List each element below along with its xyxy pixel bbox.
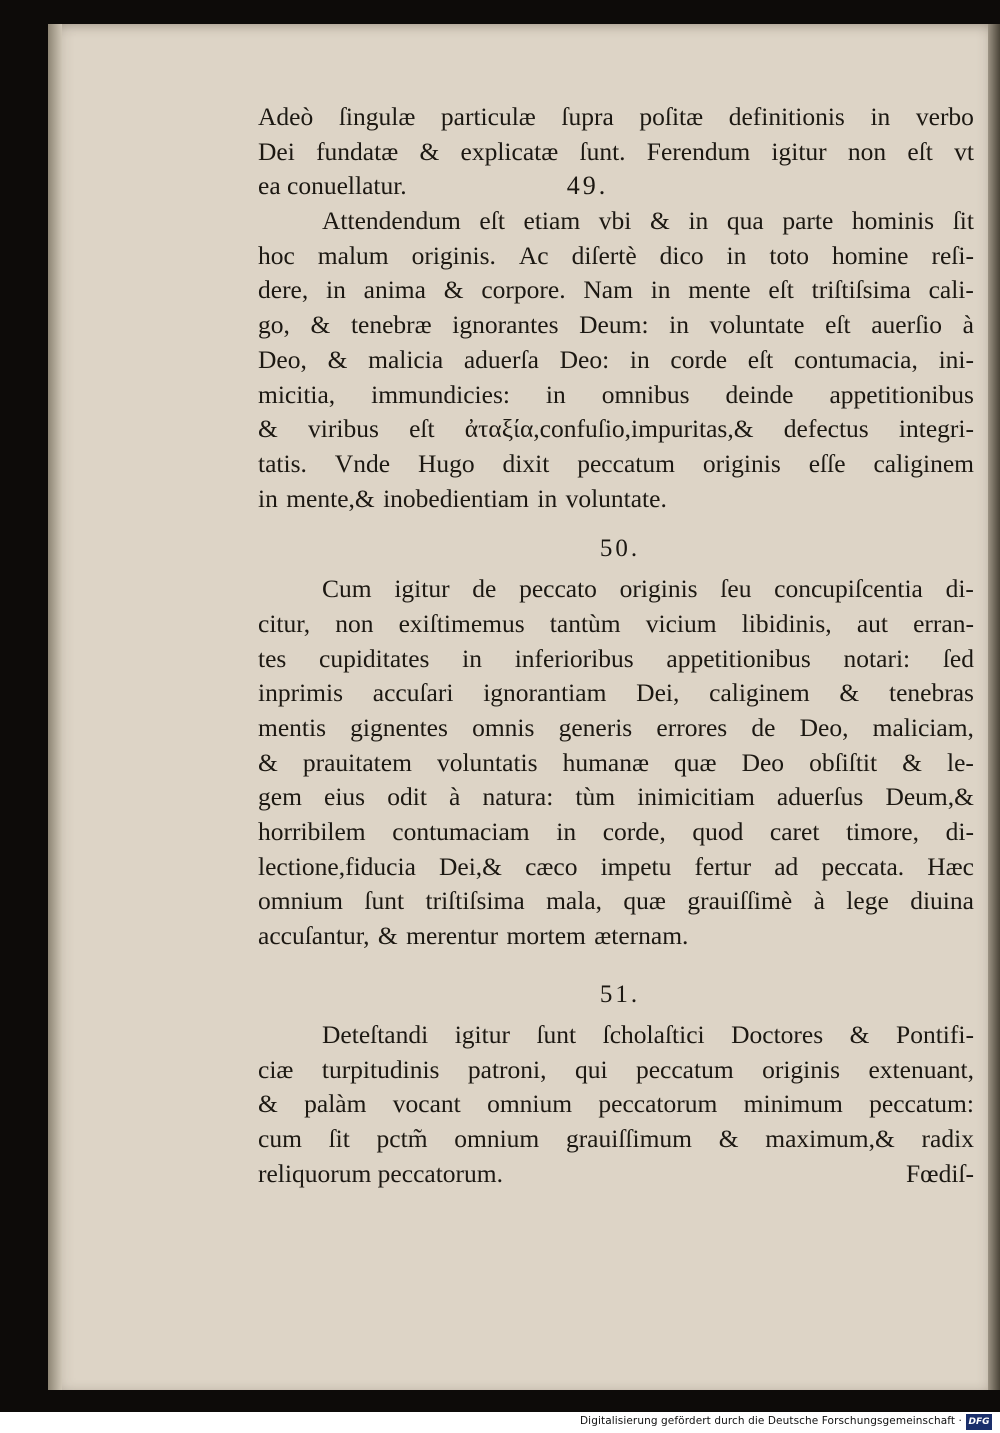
word: tantùm	[549, 608, 621, 638]
word: Doctores	[731, 1019, 824, 1049]
word: mentis	[258, 713, 326, 742]
word: etiam	[523, 206, 581, 236]
digitization-footer	[0, 1412, 1000, 1433]
word: à	[449, 782, 461, 812]
word: exiſtimemus	[398, 608, 525, 638]
word: igitur	[454, 1019, 510, 1049]
word: voluntatis	[436, 747, 538, 777]
word: triſtiſsima	[811, 275, 911, 305]
page-gutter-shadow	[48, 24, 62, 1390]
word: le-	[947, 747, 974, 777]
text-line	[258, 607, 974, 642]
word: contumacia,	[793, 344, 918, 374]
word: Dei	[258, 136, 295, 166]
word: peccatum	[635, 1054, 734, 1084]
word: voluntate	[709, 310, 805, 340]
word: vicium	[645, 608, 717, 638]
word: in	[462, 643, 483, 673]
word: eſt	[907, 136, 933, 166]
word: diſertè	[571, 240, 637, 270]
word: non	[847, 136, 887, 166]
word: citur,	[258, 608, 311, 638]
word: de	[472, 574, 497, 604]
word: &	[419, 136, 440, 166]
word: aut	[856, 608, 888, 638]
word: reſi-	[931, 240, 974, 270]
word: errores	[656, 713, 728, 742]
word: caliginem	[709, 678, 810, 708]
word: hoc	[258, 240, 295, 270]
word: aduerſa	[463, 344, 539, 374]
text-line	[258, 239, 974, 274]
text-line	[258, 447, 974, 482]
word: ſingulæ	[338, 102, 416, 131]
word: Adeò	[258, 102, 314, 131]
word: in	[650, 275, 671, 305]
word: appetitionibus	[666, 643, 811, 673]
word: omnium	[258, 886, 344, 916]
word: peccatum	[577, 448, 675, 478]
word: micitia,	[258, 379, 336, 409]
word: cupiditates	[319, 643, 430, 673]
word: go,	[258, 310, 290, 340]
word: in	[545, 379, 566, 409]
word: diuina	[910, 886, 974, 916]
word: lege	[846, 886, 889, 916]
word: tes	[258, 643, 287, 673]
word: ciæ	[258, 1054, 294, 1084]
word: Vnde	[334, 448, 391, 478]
footer-credit	[580, 1415, 962, 1427]
word: eſt	[479, 206, 505, 236]
word: parte	[782, 206, 834, 236]
word: maliciam,	[872, 713, 974, 742]
text-line	[258, 1087, 974, 1122]
word: ad	[774, 851, 799, 881]
text-line	[258, 308, 974, 343]
word: particulæ	[440, 102, 536, 131]
word: concupiſcentia	[774, 574, 923, 604]
text-line	[258, 850, 974, 885]
word: &	[718, 1123, 739, 1153]
word: erran-	[913, 608, 974, 638]
text-line	[258, 1157, 974, 1192]
word: in	[669, 310, 689, 340]
word: radix	[921, 1123, 974, 1153]
word: natura:	[482, 782, 554, 812]
word: in	[688, 206, 709, 236]
page-edge	[988, 24, 1000, 1390]
word: ſcholaſtici	[602, 1019, 705, 1049]
word: Dei,&	[438, 851, 502, 881]
word: Pontifi-	[896, 1019, 974, 1049]
word: Cum	[322, 574, 372, 604]
word: Hugo	[417, 448, 475, 478]
word: humanæ	[562, 747, 649, 777]
word: &	[849, 1019, 870, 1049]
word: vbi	[598, 206, 632, 236]
word: ſunt.	[579, 136, 626, 166]
word: corpore.	[481, 275, 566, 305]
text-line	[258, 343, 974, 378]
text-line	[258, 815, 974, 850]
text-line	[258, 572, 974, 607]
paragraph-continuation	[258, 100, 974, 169]
word: Deteſtandi	[322, 1019, 429, 1049]
word: igitur	[394, 574, 450, 604]
word: impetu	[600, 851, 672, 881]
word: horribilem	[258, 817, 366, 847]
word: &	[258, 747, 278, 777]
word: explicatæ	[460, 136, 559, 166]
line-text: accuſantur, & merentur mortem æternam.	[258, 921, 689, 951]
word: qua	[726, 206, 764, 236]
word: Dei,	[636, 678, 680, 708]
text-line	[258, 746, 974, 781]
word: eſt	[409, 414, 435, 444]
word: Nam	[583, 275, 633, 305]
word: generis	[558, 713, 633, 742]
word: verbo	[915, 102, 974, 131]
text-line	[258, 676, 974, 711]
section-number-50: 50.	[599, 535, 641, 563]
word: peccato	[519, 574, 597, 604]
word: originis	[619, 574, 698, 604]
word: prauitatem	[302, 747, 412, 777]
paragraph-50	[258, 572, 974, 919]
word: anima	[363, 275, 426, 305]
word: mala,	[546, 886, 603, 916]
paragraph-51	[258, 1018, 974, 1157]
word: integri-	[898, 414, 974, 444]
word: &	[258, 414, 278, 444]
word: Attendendum	[322, 206, 461, 236]
word: eius	[324, 782, 366, 812]
line-text: in mente,& inobedientiam in voluntate.	[258, 483, 667, 513]
word: grauiſſimè	[687, 886, 793, 916]
word: fertur	[694, 851, 752, 881]
word: eſſe	[808, 448, 846, 478]
word: vocant	[392, 1089, 461, 1119]
word: in	[326, 275, 346, 305]
word: minimum	[743, 1089, 843, 1119]
word: in	[629, 344, 650, 374]
word: ſed	[942, 643, 974, 673]
word: corde,	[602, 817, 666, 847]
word: di-	[945, 574, 974, 604]
word: ſit	[952, 206, 974, 236]
word: appetitionibus	[829, 379, 974, 409]
word: eſt	[747, 344, 774, 374]
word: tenebræ	[350, 310, 432, 340]
word: ignorantiam	[483, 678, 607, 708]
word: in	[870, 102, 891, 131]
text-line	[258, 780, 974, 815]
word: malum	[317, 240, 389, 270]
word: aduerſus	[776, 782, 864, 812]
word: cæco	[525, 851, 578, 881]
text-line	[258, 482, 974, 517]
word: quæ	[623, 886, 666, 916]
word: originis.	[411, 240, 496, 270]
word: maximum,&	[765, 1123, 895, 1153]
word: grauiſſimum	[565, 1123, 693, 1153]
word: cum	[258, 1123, 302, 1153]
word: palàm	[304, 1089, 367, 1119]
word: &	[902, 747, 922, 777]
word: viribus	[308, 414, 379, 444]
word: mente	[688, 275, 751, 305]
word: Deo:	[559, 344, 610, 374]
word: quæ	[674, 747, 717, 777]
word: deinde	[725, 379, 794, 409]
word: obſiſtit	[809, 747, 878, 777]
word: inferioribus	[514, 643, 634, 673]
word: peccata.	[821, 851, 905, 881]
line-text: ea conuellatur.	[258, 171, 407, 201]
word: &	[839, 678, 860, 708]
text-line	[258, 378, 974, 413]
word: non	[335, 608, 374, 638]
word: Ac	[518, 240, 549, 270]
word: ſupra	[561, 102, 614, 131]
word: Deum:	[579, 310, 649, 340]
dfg-logo: DFG	[966, 1414, 992, 1430]
word: Deo	[741, 747, 785, 777]
word: di-	[945, 817, 974, 847]
text-line	[258, 1053, 974, 1088]
text-line	[258, 642, 974, 677]
word: dixit	[502, 448, 550, 478]
text-line	[258, 100, 974, 135]
word: cali-	[928, 275, 974, 305]
text-line	[258, 1018, 974, 1053]
word: libidinis,	[741, 608, 832, 638]
word: fundatæ	[316, 136, 399, 166]
word: malicia	[368, 344, 444, 374]
word: toto	[769, 240, 810, 270]
word: caliginem	[873, 448, 974, 478]
word: peccatum:	[869, 1089, 974, 1119]
word: lectione,fiducia	[258, 851, 416, 881]
word: inprimis	[258, 678, 344, 708]
word: vt	[954, 136, 974, 166]
word: corde	[670, 344, 728, 374]
word: à	[813, 886, 825, 916]
text-line	[258, 135, 974, 170]
text-line	[258, 412, 974, 447]
word: omnibus	[601, 379, 690, 409]
text-line	[258, 711, 974, 746]
section-number-51: 51.	[599, 980, 641, 1008]
paragraph-49	[258, 204, 974, 482]
word: gem	[258, 782, 302, 812]
footer-credit-text: Digitalisierung gefördert durch die Deutsche Forschungsgemeinschaft	[580, 1415, 956, 1427]
word: pctm̃	[376, 1123, 428, 1153]
text-line	[258, 919, 974, 954]
word: ignorantes	[452, 310, 559, 340]
word: accuſari	[372, 678, 454, 708]
word: defectus	[783, 414, 869, 444]
word: Deum,&	[885, 782, 974, 812]
word: &	[327, 344, 348, 374]
word: de	[751, 713, 776, 742]
word: dere,	[258, 275, 309, 305]
word: Hæc	[927, 851, 974, 881]
word: poſitæ	[639, 102, 704, 131]
word: Deo,	[258, 344, 307, 374]
word: auerſio	[871, 310, 943, 340]
word: igitur	[771, 136, 827, 166]
word: tùm	[575, 782, 616, 812]
word: ſit	[328, 1123, 350, 1153]
text-line	[258, 204, 974, 239]
word: qui	[574, 1054, 608, 1084]
word: hominis	[851, 206, 935, 236]
word: &	[649, 206, 670, 236]
word: tatis.	[258, 448, 307, 478]
word: ἀταξία,confuſio,impuritas,&	[464, 414, 754, 444]
word: ſunt	[364, 886, 405, 916]
word: gignentes	[350, 713, 448, 742]
word: Deo,	[799, 713, 849, 742]
word: odit	[387, 782, 427, 812]
word: &	[443, 275, 464, 305]
word: extenuant,	[868, 1054, 974, 1084]
footer-separator: ·	[958, 1415, 962, 1427]
word: inimicitiam	[637, 782, 755, 812]
word: eſt	[768, 275, 794, 305]
text-line	[258, 273, 974, 308]
word: ſunt	[536, 1019, 577, 1049]
word: dico	[659, 240, 704, 270]
word: omnis	[472, 713, 535, 742]
word: ſeu	[720, 574, 752, 604]
text-line	[258, 169, 974, 204]
word: in	[556, 817, 577, 847]
word: timore,	[846, 817, 920, 847]
word: &	[310, 310, 331, 340]
catchword: Fœdiſ-	[905, 1158, 974, 1188]
word: originis	[762, 1054, 841, 1084]
word: contumaciam	[392, 817, 530, 847]
word: Ferendum	[646, 136, 751, 166]
word: à	[962, 310, 974, 340]
word: notari:	[843, 643, 911, 673]
word: turpitudinis	[321, 1054, 440, 1084]
word: ini-	[938, 344, 974, 374]
text-line	[258, 1122, 974, 1157]
word: caret	[769, 817, 820, 847]
word: &	[258, 1089, 278, 1119]
word: patroni,	[467, 1054, 547, 1084]
section-number-49: 49.	[566, 171, 609, 201]
line-text: reliquorum peccatorum.	[258, 1158, 503, 1188]
word: omnium	[487, 1089, 573, 1119]
word: quod	[692, 817, 744, 847]
word: definitionis	[728, 102, 845, 131]
word: peccatorum	[598, 1089, 718, 1119]
word: omnium	[454, 1123, 540, 1153]
word: originis	[702, 448, 781, 478]
word: tenebras	[889, 678, 974, 708]
word: immundicies:	[371, 379, 510, 409]
page-text	[258, 100, 974, 1191]
word: in	[726, 240, 747, 270]
word: eſt	[825, 310, 851, 340]
word: triſtiſsima	[425, 886, 525, 916]
word: homine	[832, 240, 909, 270]
text-line	[258, 884, 974, 919]
